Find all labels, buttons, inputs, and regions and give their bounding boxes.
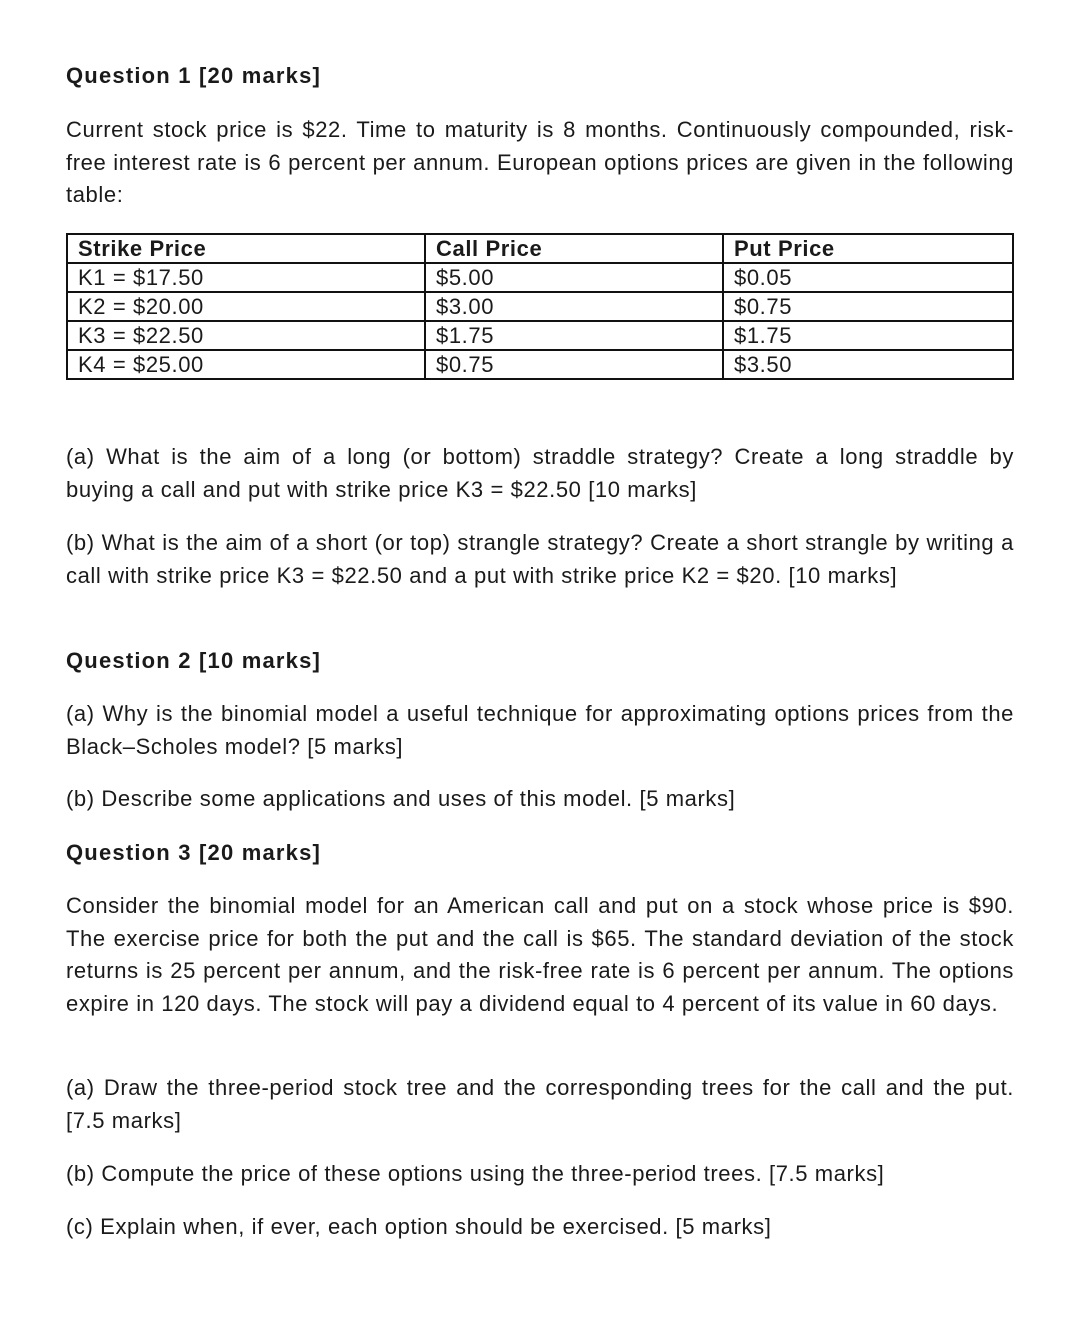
cell: K2 = $20.00 xyxy=(67,292,425,321)
header-strike: Strike Price xyxy=(67,234,425,263)
question-1a: (a) What is the aim of a long (or bottom) straddle strategy? Create a long straddle by buying a call and put with strike price K3 = $22.50 [10 marks] xyxy=(66,444,1014,502)
question-2b: (b) Describe some applications and uses of this model. [5 marks] xyxy=(66,786,736,811)
question-3b: (b) Compute the price of these options using the three-period trees. [7.5 marks] xyxy=(66,1161,885,1186)
table-row xyxy=(67,321,1013,350)
options-price-table xyxy=(66,233,1014,380)
header-put: Put Price xyxy=(723,234,1013,263)
cell: $3.50 xyxy=(723,350,1013,379)
table-row xyxy=(67,292,1013,321)
question-2a: (a) Why is the binomial model a useful technique for approximating options prices from the Black–Scholes model? [5 marks] xyxy=(66,701,1014,759)
question-3a: (a) Draw the three-period stock tree and the corresponding trees for the call and the put. [7.5 marks] xyxy=(66,1075,1014,1133)
question-1-intro: Current stock price is $22. Time to maturity is 8 months. Continuously compounded, risk-free interest rate is 6 percent per annum. European options prices are given in the following table: xyxy=(66,117,1014,207)
cell: K1 = $17.50 xyxy=(67,263,425,292)
cell: $0.75 xyxy=(425,350,723,379)
question-3-intro: Consider the binomial model for an American call and put on a stock whose price is $90. The exercise price for both the put and the call is $65. The standard deviation of the stock returns is 25 percent per annum, and the risk-free rate is 6 percent per annum. The options expire in 120 days. The stock will pay a dividend equal to 4 percent of its value in 60 days. xyxy=(66,893,1014,1016)
table-row xyxy=(67,263,1013,292)
table-header-row xyxy=(67,234,1013,263)
cell: $3.00 xyxy=(425,292,723,321)
question-3-heading: Question 3 [20 marks] xyxy=(66,840,322,865)
cell: $0.75 xyxy=(723,292,1013,321)
cell: $5.00 xyxy=(425,263,723,292)
question-1b: (b) What is the aim of a short (or top) strangle strategy? Create a short strangle by writing a call with strike price K3 = $22.50 and a put with strike price K2 = $20. [10 marks] xyxy=(66,530,1014,588)
cell: $0.05 xyxy=(723,263,1013,292)
cell: K4 = $25.00 xyxy=(67,350,425,379)
question-1-heading: Question 1 [20 marks] xyxy=(66,63,322,88)
question-3c: (c) Explain when, if ever, each option should be exercised. [5 marks] xyxy=(66,1214,772,1239)
cell: $1.75 xyxy=(425,321,723,350)
cell: K3 = $22.50 xyxy=(67,321,425,350)
cell: $1.75 xyxy=(723,321,1013,350)
table-row xyxy=(67,350,1013,379)
question-2-heading: Question 2 [10 marks] xyxy=(66,648,322,673)
header-call: Call Price xyxy=(425,234,723,263)
